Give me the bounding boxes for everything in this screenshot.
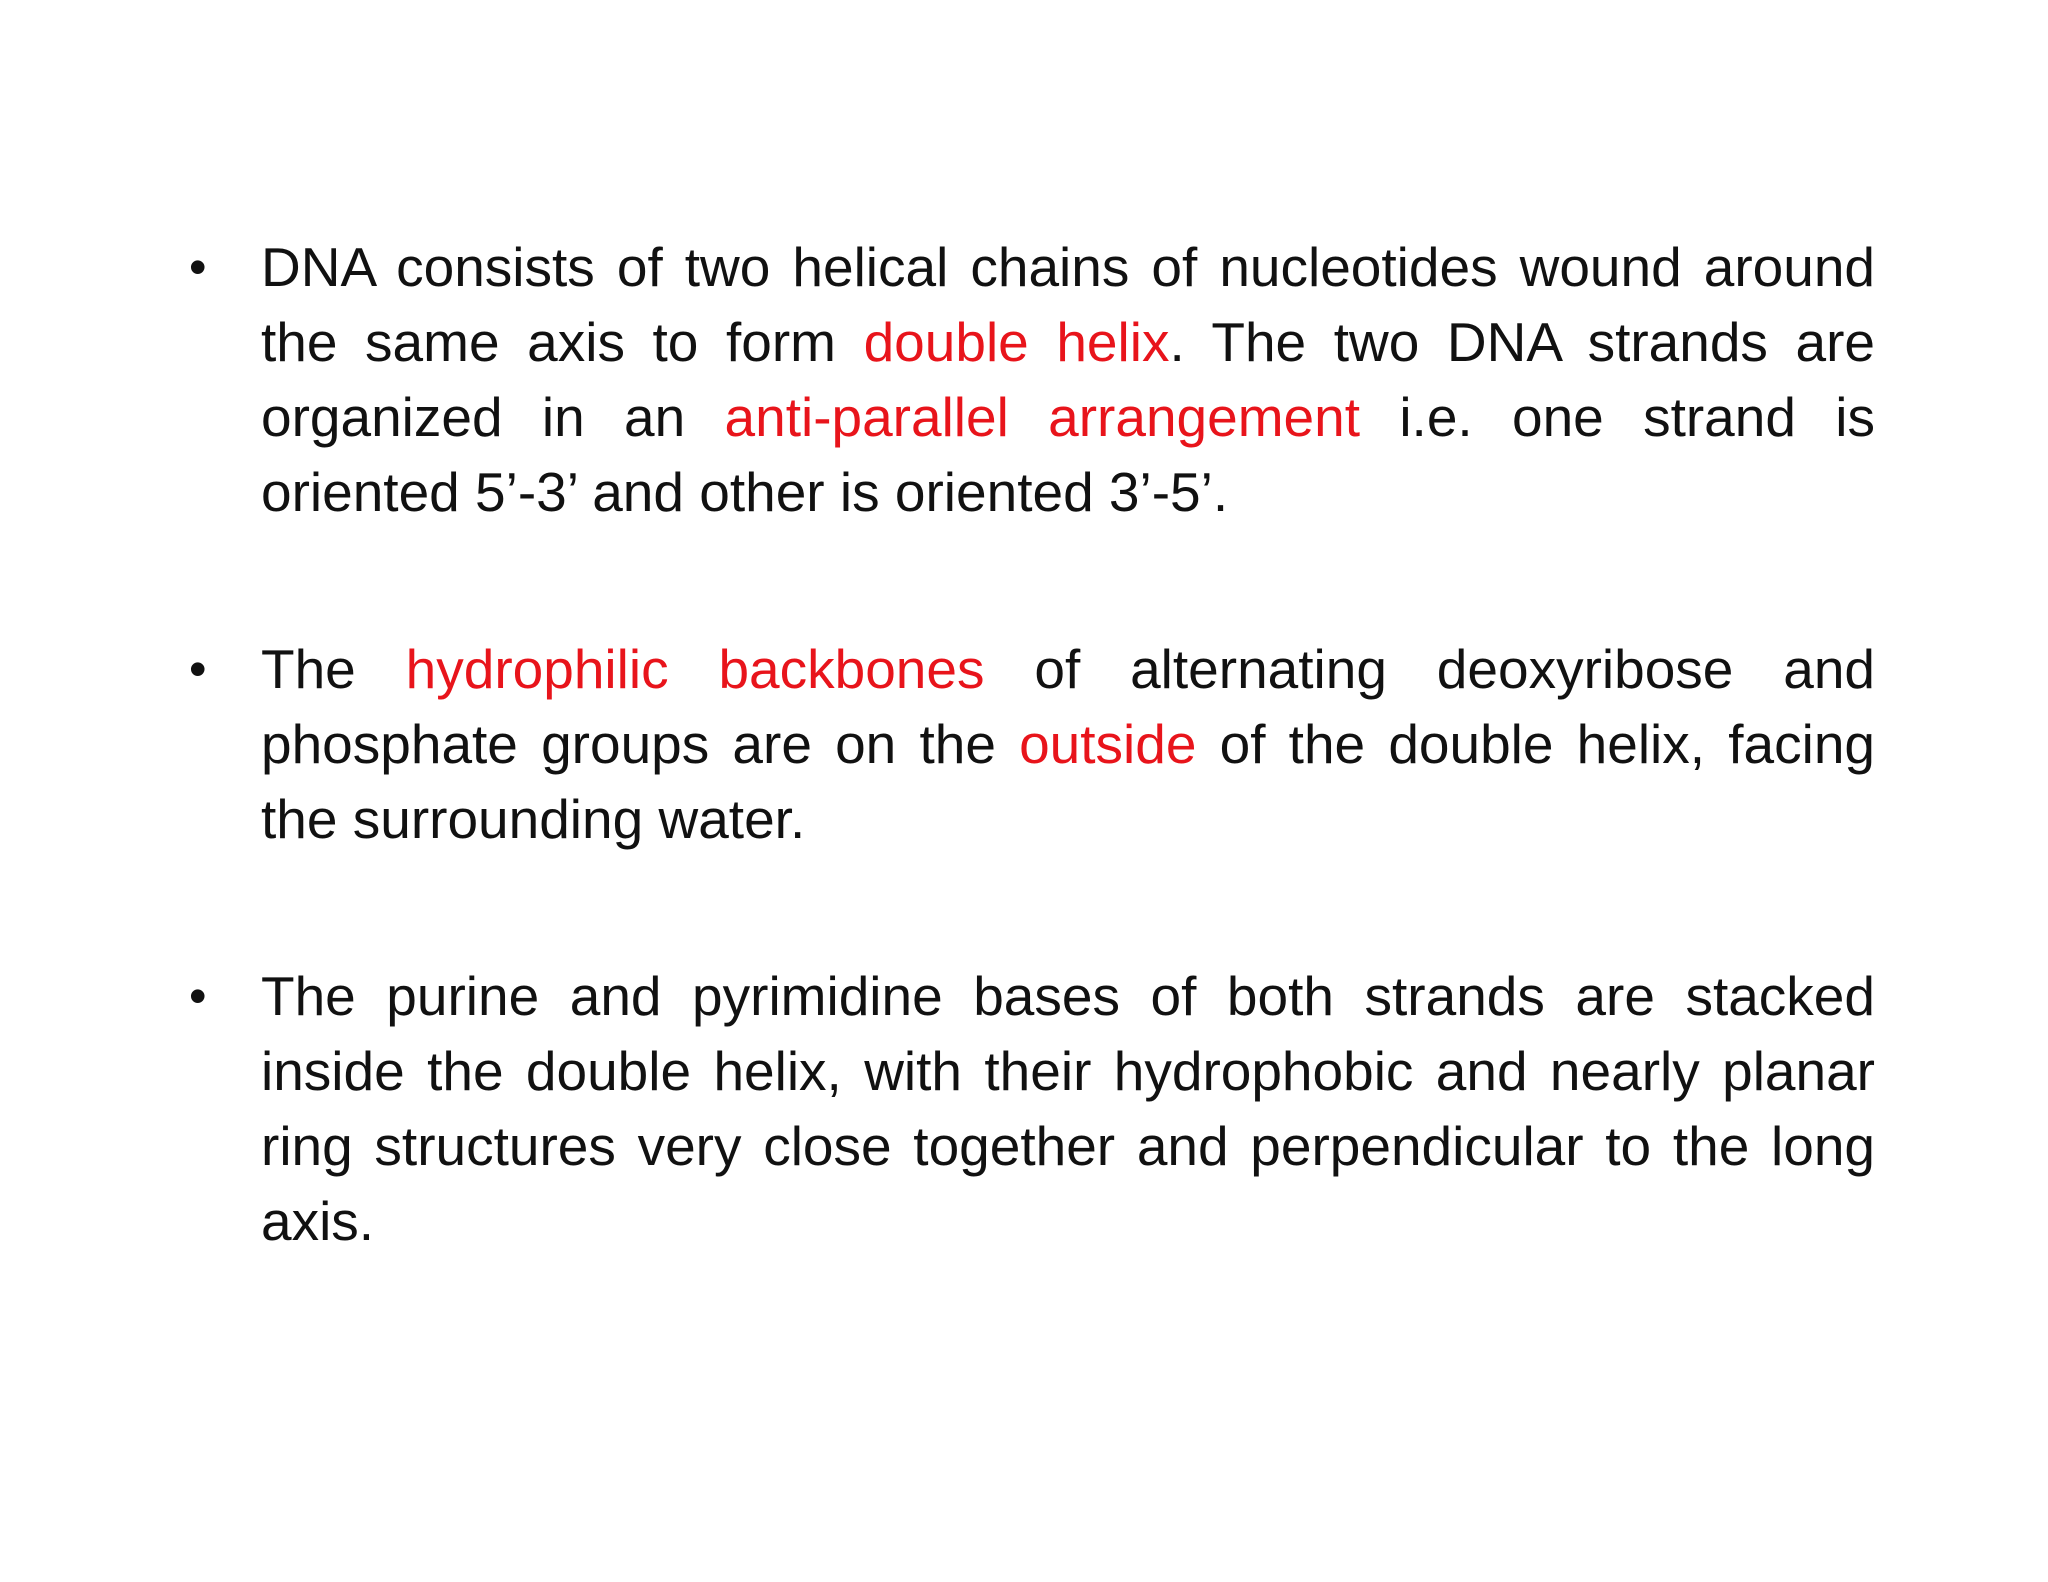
bullet-list	[185, 230, 1875, 1259]
text-segment: . The two DNA strands are organized in an	[261, 311, 1876, 448]
bullet-icon: •	[189, 968, 207, 1024]
highlighted-term: hydrophilic backbones	[405, 638, 985, 700]
text-segment: of the double helix, facing the surrounding water.	[261, 713, 1875, 850]
highlighted-term: anti-parallel arrangement	[724, 386, 1360, 448]
bullet-icon: •	[189, 641, 207, 697]
bullet-item-bases	[185, 959, 1875, 1259]
bullet-icon: •	[189, 239, 207, 295]
bullet-item-backbone	[185, 632, 1875, 857]
text-segment: The	[261, 638, 406, 700]
text-segment: DNA consists of two helical chains of nucleotides wound around the same axis to form	[261, 236, 1875, 373]
bullet-item-dna-structure	[185, 230, 1875, 530]
highlighted-term: double helix	[863, 311, 1170, 373]
highlighted-term: outside	[1019, 713, 1197, 775]
text-segment: of alternating deoxyribose and phosphate groups are on the	[261, 638, 1876, 775]
text-segment: The purine and pyrimidine bases of both strands are stacked inside the double helix, with their hydrophobic and nearly planar ring structures very close together and perpendicular to the long axis.	[261, 965, 1875, 1252]
text-segment: i.e. one strand is oriented 5’-3’ and other is oriented 3’-5’.	[261, 386, 1875, 523]
